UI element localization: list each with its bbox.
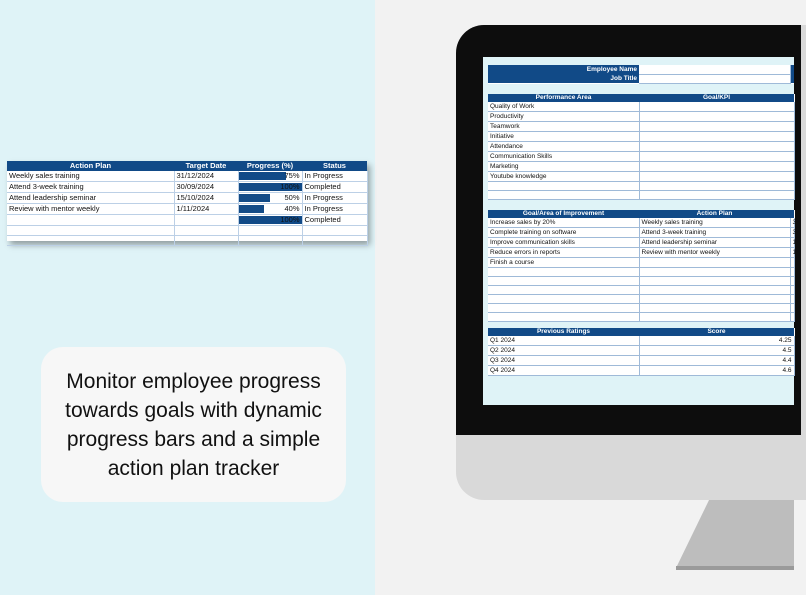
progress-cell[interactable] <box>238 215 302 226</box>
empty-row <box>488 277 794 286</box>
rating-score-cell[interactable]: 4.5 <box>639 346 794 356</box>
table-row <box>488 228 794 238</box>
performance-area-cell[interactable]: Attendance <box>488 142 639 152</box>
empty-cell[interactable] <box>790 313 794 322</box>
header-performance-area: Performance Area <box>488 94 639 102</box>
action-plan-table <box>7 161 368 246</box>
header-goal-area: Goal/Area of Improvement <box>488 210 639 218</box>
job-title-edge <box>790 74 794 83</box>
status-cell[interactable]: In Progress <box>302 171 367 182</box>
table-row <box>488 122 794 132</box>
employee-name-label: Employee Name <box>488 65 639 74</box>
table-row <box>488 258 794 268</box>
empty-cell[interactable] <box>488 313 639 322</box>
progress-percent: 50% <box>284 193 300 202</box>
goal-kpi-cell[interactable] <box>639 152 794 162</box>
goal-extra-cell[interactable]: 1 <box>790 238 794 248</box>
goal-extra-cell[interactable] <box>790 258 794 268</box>
job-title-label: Job Title <box>488 74 639 83</box>
action-cell[interactable]: Attend leadership seminar <box>7 193 174 204</box>
empty-row <box>488 182 794 191</box>
empty-cell[interactable] <box>7 236 174 246</box>
goal-cell[interactable]: Reduce errors in reports <box>488 248 639 258</box>
target-date-cell[interactable]: 1/11/2024 <box>174 204 238 215</box>
goal-kpi-cell[interactable] <box>639 172 794 182</box>
empty-cell[interactable] <box>238 226 302 236</box>
rating-period-cell[interactable]: Q2 2024 <box>488 346 639 356</box>
empty-cell[interactable] <box>639 277 790 286</box>
progress-bar <box>239 194 271 202</box>
empty-row <box>7 226 367 236</box>
rating-score-cell[interactable]: 4.6 <box>639 366 794 376</box>
status-cell[interactable]: In Progress <box>302 204 367 215</box>
goal-plan-cell[interactable]: Review with mentor weekly <box>639 248 790 258</box>
performance-area-cell[interactable]: Productivity <box>488 112 639 122</box>
monitor-screen <box>483 57 797 405</box>
empty-row <box>488 191 794 200</box>
empty-cell[interactable] <box>488 277 639 286</box>
progress-percent: 100% <box>280 182 300 191</box>
empty-row <box>488 286 794 295</box>
table-row <box>7 171 367 182</box>
table-row <box>488 112 794 122</box>
goal-plan-cell[interactable] <box>639 258 790 268</box>
caption-bubble <box>41 347 346 502</box>
empty-row <box>488 313 794 322</box>
empty-cell[interactable] <box>639 191 794 200</box>
empty-cell[interactable] <box>639 295 790 304</box>
action-cell[interactable]: Weekly sales training <box>7 171 174 182</box>
job-title-cell[interactable] <box>639 74 790 83</box>
empty-cell[interactable] <box>639 313 790 322</box>
rating-score-cell[interactable]: 4.25 <box>639 336 794 346</box>
empty-row <box>7 236 367 246</box>
status-cell[interactable]: In Progress <box>302 193 367 204</box>
action-cell[interactable]: Review with mentor weekly <box>7 204 174 215</box>
goal-extra-cell[interactable]: 1 <box>790 248 794 258</box>
empty-cell[interactable] <box>790 286 794 295</box>
header-previous-ratings: Previous Ratings <box>488 328 639 336</box>
empty-cell[interactable] <box>488 182 639 191</box>
table-row <box>488 162 794 172</box>
performance-area-cell[interactable]: Marketing <box>488 162 639 172</box>
header-goal-extra <box>790 210 794 218</box>
empty-cell[interactable] <box>790 295 794 304</box>
header-score: Score <box>639 328 794 336</box>
goal-plan-cell[interactable]: Attend leadership seminar <box>639 238 790 248</box>
employee-info-table <box>488 65 794 84</box>
table-row <box>7 182 367 193</box>
goal-kpi-cell[interactable] <box>639 112 794 122</box>
table-row <box>488 336 794 346</box>
table-row <box>488 142 794 152</box>
rating-period-cell[interactable]: Q1 2024 <box>488 336 639 346</box>
progress-percent: 100% <box>280 215 300 224</box>
progress-percent: 40% <box>284 204 300 213</box>
action-cell[interactable] <box>7 215 174 226</box>
empty-cell[interactable] <box>790 304 794 313</box>
header-progress: Progress (%) <box>238 161 302 171</box>
rating-score-cell[interactable]: 4.4 <box>639 356 794 366</box>
target-date-cell[interactable]: 30/09/2024 <box>174 182 238 193</box>
header-goal-action-plan: Action Plan <box>639 210 790 218</box>
goal-cell[interactable]: Complete training on software <box>488 228 639 238</box>
table-row <box>7 204 367 215</box>
performance-area-cell[interactable]: Initiative <box>488 132 639 142</box>
progress-cell[interactable] <box>238 193 302 204</box>
table-row <box>488 346 794 356</box>
action-plan-header-row <box>7 161 367 171</box>
target-date-cell[interactable]: 31/12/2024 <box>174 171 238 182</box>
left-panel <box>0 0 375 595</box>
empty-cell[interactable] <box>302 226 367 236</box>
empty-cell[interactable] <box>639 286 790 295</box>
empty-cell[interactable] <box>790 277 794 286</box>
empty-cell[interactable] <box>488 286 639 295</box>
empty-cell[interactable] <box>639 268 790 277</box>
progress-cell[interactable] <box>238 204 302 215</box>
header-action-plan: Action Plan <box>7 161 174 171</box>
table-row <box>488 172 794 182</box>
goal-cell[interactable]: Increase sales by 20% <box>488 218 639 228</box>
header-status: Status <box>302 161 367 171</box>
empty-cell[interactable] <box>488 295 639 304</box>
caption-text: Monitor employee progress towards goals with dynamic progress bars and a simple action plan tracker <box>65 369 322 480</box>
table-row <box>488 132 794 142</box>
table-row <box>488 218 794 228</box>
goal-kpi-cell[interactable] <box>639 132 794 142</box>
performance-table <box>488 94 795 200</box>
goal-kpi-cell[interactable] <box>639 102 794 112</box>
empty-cell[interactable] <box>302 236 367 246</box>
table-row <box>7 215 367 226</box>
goal-kpi-cell[interactable] <box>639 122 794 132</box>
empty-cell[interactable] <box>488 304 639 313</box>
goals-table <box>488 210 795 322</box>
empty-cell[interactable] <box>174 236 238 246</box>
empty-cell[interactable] <box>488 268 639 277</box>
table-row <box>488 366 794 376</box>
monitor-stand-base <box>676 566 794 570</box>
empty-row <box>488 268 794 277</box>
empty-cell[interactable] <box>639 182 794 191</box>
table-row <box>7 193 367 204</box>
empty-cell[interactable] <box>488 191 639 200</box>
goal-extra-cell[interactable]: 3 <box>790 228 794 238</box>
performance-area-cell[interactable]: Teamwork <box>488 122 639 132</box>
target-date-cell[interactable] <box>174 215 238 226</box>
rating-period-cell[interactable]: Q3 2024 <box>488 356 639 366</box>
empty-cell[interactable] <box>790 268 794 277</box>
rating-period-cell[interactable]: Q4 2024 <box>488 366 639 376</box>
action-cell[interactable]: Attend 3-week training <box>7 182 174 193</box>
header-target-date: Target Date <box>174 161 238 171</box>
status-cell[interactable]: Completed <box>302 215 367 226</box>
table-row <box>488 356 794 366</box>
table-row <box>488 248 794 258</box>
action-plan-card <box>7 161 367 241</box>
status-cell[interactable]: Completed <box>302 182 367 193</box>
progress-bar <box>239 205 264 213</box>
progress-cell[interactable] <box>238 171 302 182</box>
header-goal-kpi: Goal/KPI <box>639 94 794 102</box>
goal-cell[interactable]: Improve communication skills <box>488 238 639 248</box>
performance-area-cell[interactable]: Communication Skills <box>488 152 639 162</box>
empty-cell[interactable] <box>238 236 302 246</box>
employee-name-cell[interactable] <box>639 65 790 74</box>
goal-extra-cell[interactable]: 3 <box>790 218 794 228</box>
goal-cell[interactable]: Finish a course <box>488 258 639 268</box>
table-row <box>488 102 794 112</box>
empty-row <box>488 304 794 313</box>
empty-cell[interactable] <box>7 226 174 236</box>
goal-plan-cell[interactable]: Attend 3-week training <box>639 228 790 238</box>
performance-area-cell[interactable]: Quality of Work <box>488 102 639 112</box>
progress-percent: 75% <box>284 171 300 180</box>
goal-kpi-cell[interactable] <box>639 162 794 172</box>
goal-kpi-cell[interactable] <box>639 142 794 152</box>
empty-cell[interactable] <box>639 304 790 313</box>
progress-bar <box>239 172 286 180</box>
empty-row <box>488 295 794 304</box>
performance-area-cell[interactable]: Youtube knowledge <box>488 172 639 182</box>
ratings-table <box>488 328 795 376</box>
target-date-cell[interactable]: 15/10/2024 <box>174 193 238 204</box>
empty-cell[interactable] <box>174 226 238 236</box>
goal-plan-cell[interactable]: Weekly sales training <box>639 218 790 228</box>
table-row <box>488 152 794 162</box>
employee-name-edge <box>790 65 794 74</box>
progress-cell[interactable] <box>238 182 302 193</box>
table-row <box>488 238 794 248</box>
